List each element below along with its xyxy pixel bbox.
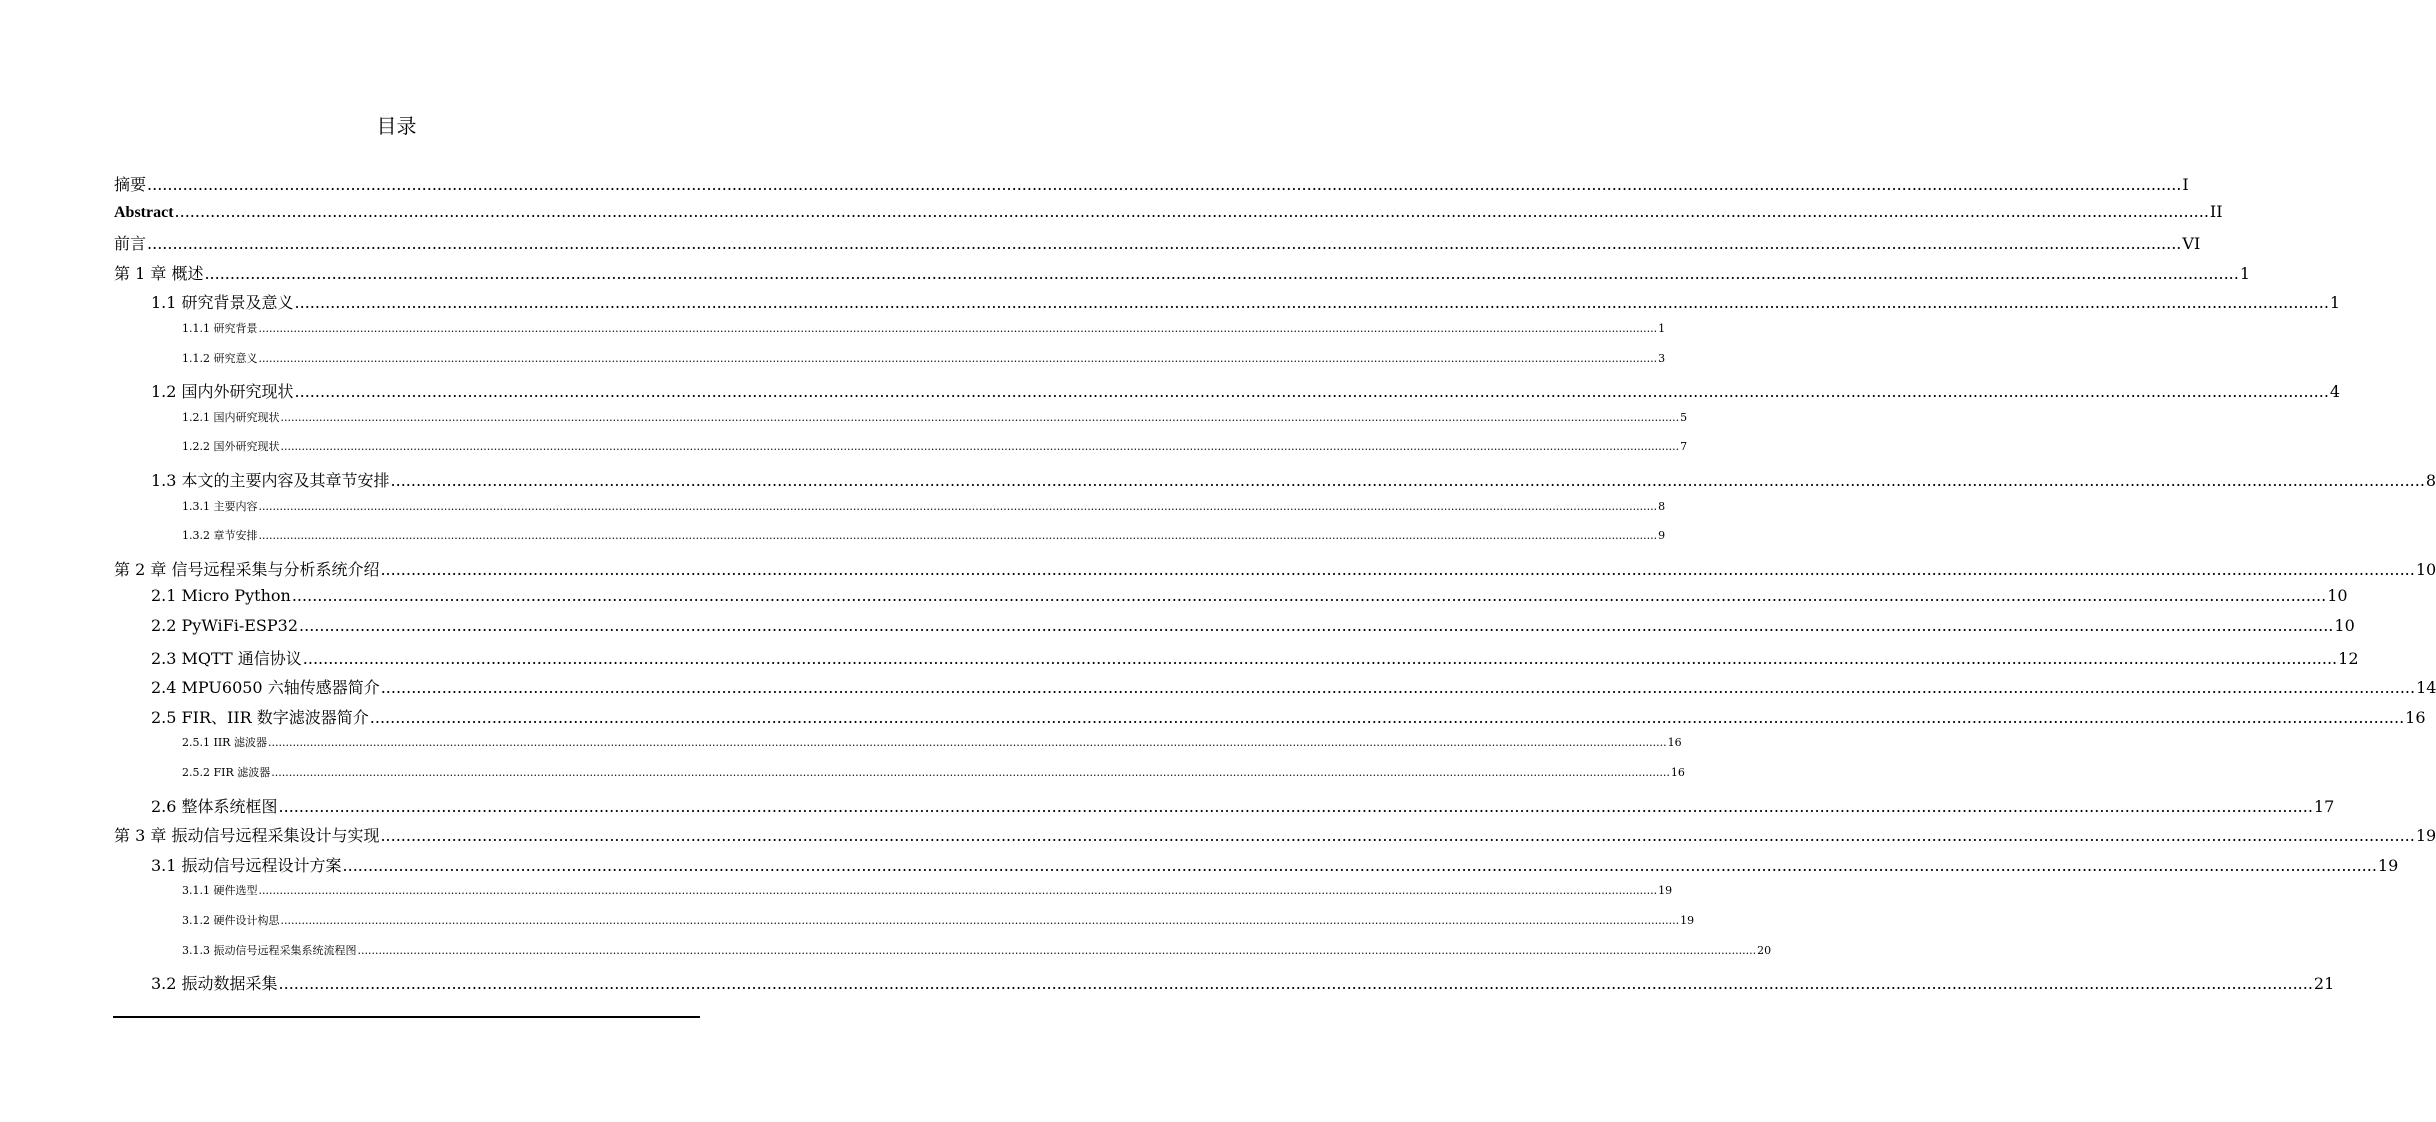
toc-entry-label: 1.2.2 国外研究现状 [182,440,280,454]
toc-leader-dots: ................................................................................................................................................................................................................................................................................................................................................................................................................ [258,322,1658,335]
toc-leader-dots: ................................................................................................................................................................................................................................................................................................................................................................................................................ [174,201,2209,221]
toc-leader-dots: ................................................................................................................................................................................................................................................................................................................................................................................................................ [204,263,2239,283]
toc-entry-label: Abstract [114,203,174,221]
toc-entry-page: 10 [2334,616,2355,635]
toc-entry-label: 第 3 章 振动信号远程采集设计与实现 [114,826,380,846]
toc-entry-label: 1.2.1 国内研究现状 [182,410,280,424]
toc-entry[interactable] [182,320,1666,336]
toc-entry-label: 前言 [114,234,147,254]
toc-entry-page: 17 [2313,796,2335,816]
toc-entry[interactable] [151,794,2335,817]
toc-leader-dots: ................................................................................................................................................................................................................................................................................................................................................................................................................ [294,382,2329,402]
toc-entry-label: 2.3 MQTT 通信协议 [151,648,302,668]
toc-leader-dots: ................................................................................................................................................................................................................................................................................................................................................................................................................ [280,914,1680,927]
toc-entry-page: 7 [1680,440,1688,454]
toc-entry-page: 16 [1667,736,1682,750]
toc-entry-page: 20 [1757,943,1772,957]
toc-entry-label: 1.2 国内外研究现状 [151,382,294,402]
toc-entry[interactable] [151,646,2359,669]
toc-entry[interactable] [151,379,2341,402]
toc-entry-page: 1 [2239,263,2251,283]
toc-entry-page: 19 [2415,826,2436,846]
toc-entry-label: 2.5.2 FIR 滤波器 [182,766,271,779]
toc-entry[interactable] [151,586,2348,606]
toc-leader-dots: ................................................................................................................................................................................................................................................................................................................................................................................................................ [357,943,1757,957]
toc-leader-dots: ................................................................................................................................................................................................................................................................................................................................................................................................................ [342,855,2377,875]
toc-leader-dots: ................................................................................................................................................................................................................................................................................................................................................................................................................ [291,586,2327,606]
page-title: 目录 [376,114,417,138]
toc-entry[interactable] [151,971,2335,994]
toc-leader-dots: ................................................................................................................................................................................................................................................................................................................................................................................................................ [390,471,2425,490]
toc-entry-label: 2.2 PyWiFi-ESP32 [151,616,299,635]
toc-entry-page: 16 [2405,707,2426,727]
toc-entry-page: 19 [2377,855,2399,875]
toc-entry-page: 19 [1680,914,1695,927]
toc-leader-dots: ................................................................................................................................................................................................................................................................................................................................................................................................................ [280,410,1680,424]
toc-entry-label: 3.2 振动数据采集 [151,974,278,994]
toc-entry[interactable] [182,350,1666,366]
bottom-rule [113,1016,700,1018]
toc-entry-label: 1.3.2 章节安排 [182,529,258,543]
toc-entry[interactable] [114,172,2189,195]
toc-entry-label: 1.1.1 研究背景 [182,322,258,335]
toc-entry-label: 2.6 整体系统框图 [151,796,278,816]
toc-leader-dots: ................................................................................................................................................................................................................................................................................................................................................................................................................ [258,884,1658,898]
toc-entry-page: 8 [2425,471,2436,490]
toc-leader-dots: ................................................................................................................................................................................................................................................................................................................................................................................................................ [380,826,2415,846]
toc-entry-label: 1.3 本文的主要内容及其章节安排 [151,471,390,490]
toc-entry-label: 第 2 章 信号远程采集与分析系统介绍 [114,559,380,579]
toc-entry-page: 4 [2329,382,2341,402]
toc-entry[interactable] [114,201,2223,222]
toc-entry-label: 2.5.1 IIR 滤波器 [182,736,267,750]
toc-entry-page: 1 [2329,293,2341,313]
toc-entry[interactable] [114,231,2201,254]
toc-entry[interactable] [151,705,2426,728]
toc-entry-page: I [2182,175,2189,194]
toc-leader-dots: ................................................................................................................................................................................................................................................................................................................................................................................................................ [294,293,2329,313]
toc-entry-page: 21 [2313,974,2335,994]
toc-entry-label: 摘要 [114,175,147,194]
toc-entry-label: 2.4 MPU6050 六轴传感器简介 [151,678,380,698]
toc-entry[interactable] [114,823,2436,846]
toc-leader-dots: ................................................................................................................................................................................................................................................................................................................................................................................................................ [369,707,2405,727]
toc-leader-dots: ................................................................................................................................................................................................................................................................................................................................................................................................................ [299,616,2334,635]
toc-leader-dots: ................................................................................................................................................................................................................................................................................................................................................................................................................ [258,499,1658,513]
toc-entry[interactable] [182,734,1682,750]
toc-entry-page: 8 [1658,499,1666,513]
toc-entry[interactable] [182,498,1666,514]
toc-entry-label: 1.3.1 主要内容 [182,499,258,513]
toc-leader-dots: ................................................................................................................................................................................................................................................................................................................................................................................................................ [147,234,2182,254]
toc-entry-page: 14 [2416,678,2436,698]
toc-entry[interactable] [182,882,1673,898]
toc-entry-label: 1.1 研究背景及意义 [151,293,294,313]
toc-entry-page: 10 [2327,586,2348,606]
toc-entry[interactable] [151,675,2436,698]
toc-entry[interactable] [114,261,2251,284]
toc-leader-dots: ................................................................................................................................................................................................................................................................................................................................................................................................................ [280,440,1680,454]
toc-entry-label: 3.1.1 硬件选型 [182,884,258,898]
toc-leader-dots: ................................................................................................................................................................................................................................................................................................................................................................................................................ [302,648,2338,668]
toc-leader-dots: ................................................................................................................................................................................................................................................................................................................................................................................................................ [278,974,2313,994]
toc-entry[interactable] [182,527,1666,543]
toc-entry[interactable] [182,942,1772,958]
toc-entry-page: 19 [1658,884,1673,898]
toc-leader-dots: ................................................................................................................................................................................................................................................................................................................................................................................................................ [380,678,2416,698]
toc-entry[interactable] [114,557,2436,580]
toc-entry-page: II [2209,201,2223,221]
toc-entry-label: 2.5 FIR、IIR 数字滤波器简介 [151,707,369,727]
toc-entry-label: 3.1.2 硬件设计构思 [182,914,280,927]
toc-entry-label: 3.1 振动信号远程设计方案 [151,855,342,875]
toc-entry[interactable] [151,616,2355,635]
toc-entry-page: 16 [1670,766,1685,779]
toc-entry[interactable] [151,853,2399,876]
toc-entry[interactable] [182,438,1688,454]
toc-leader-dots: ................................................................................................................................................................................................................................................................................................................................................................................................................ [380,559,2415,579]
toc-leader-dots: ................................................................................................................................................................................................................................................................................................................................................................................................................ [147,175,2182,194]
toc-entry-label: 2.1 Micro Python [151,586,291,606]
toc-entry-page: 1 [1658,322,1666,335]
toc-entry-label: 3.1.3 振动信号远程采集系统流程图 [182,943,357,957]
toc-leader-dots: ................................................................................................................................................................................................................................................................................................................................................................................................................ [258,351,1658,365]
toc-entry[interactable] [182,409,1688,425]
toc-leader-dots: ................................................................................................................................................................................................................................................................................................................................................................................................................ [267,736,1667,750]
toc-entry-page: 9 [1658,529,1666,543]
toc-entry[interactable] [182,912,1695,928]
toc-entry-page: VI [2182,234,2201,254]
toc-entry[interactable] [182,764,1685,780]
toc-leader-dots: ................................................................................................................................................................................................................................................................................................................................................................................................................ [271,766,1670,779]
toc-entry-page: 5 [1680,410,1688,424]
toc-entry-page: 12 [2338,648,2359,668]
toc-entry-page: 10 [2415,559,2436,579]
toc-entry-label: 第 1 章 概述 [114,263,204,283]
toc-entry[interactable] [151,290,2341,313]
toc-leader-dots: ................................................................................................................................................................................................................................................................................................................................................................................................................ [258,529,1658,543]
toc-entry-label: 1.1.2 研究意义 [182,351,258,365]
toc-entry-page: 3 [1658,351,1666,365]
toc-entry[interactable] [151,468,2436,491]
toc-leader-dots: ................................................................................................................................................................................................................................................................................................................................................................................................................ [278,796,2313,816]
